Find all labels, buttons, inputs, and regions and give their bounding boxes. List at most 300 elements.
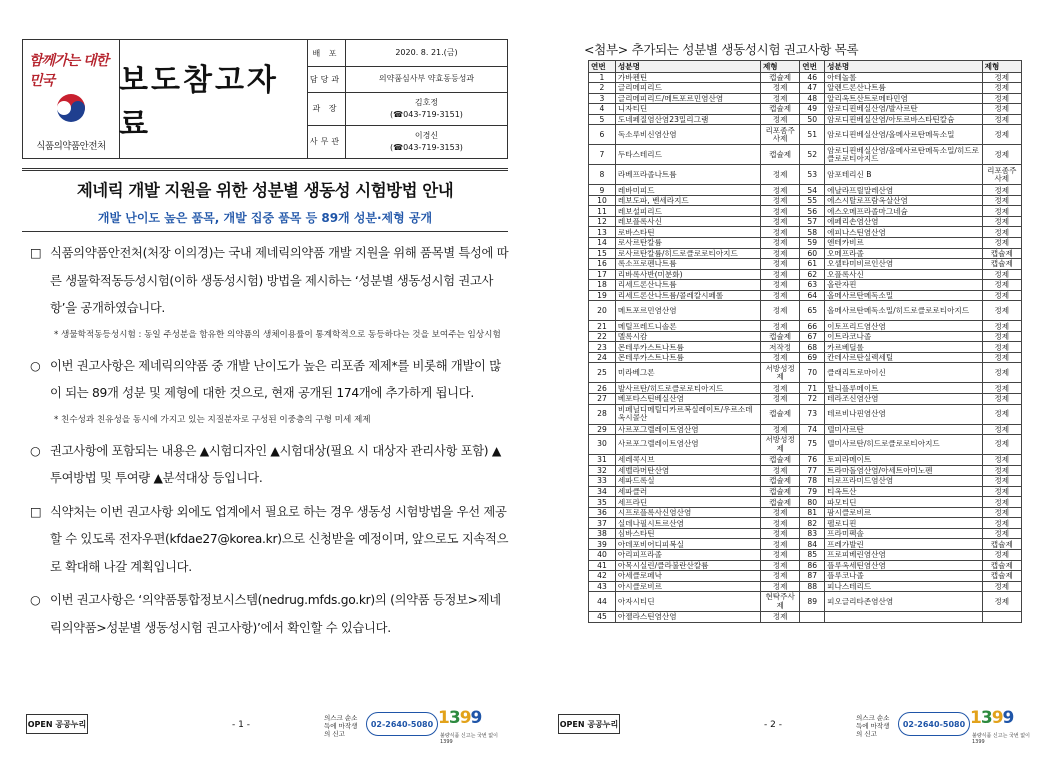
info-row-department: [307, 66, 507, 93]
row-ingredient: 메틸프레드니솔론: [615, 321, 760, 332]
row-form: 정제: [982, 404, 1021, 424]
table-row: [589, 145, 1022, 165]
paragraph: [30, 353, 510, 408]
row-no: 71: [800, 383, 825, 394]
table-row: [589, 165, 1022, 185]
info-value: 의약품심사부 약효동등성과: [378, 74, 475, 83]
row-form: 정제: [760, 280, 799, 291]
row-no: 82: [800, 518, 825, 529]
row-no: 4: [589, 104, 616, 115]
table-row: [589, 393, 1022, 404]
row-no: 22: [589, 331, 616, 342]
row-form: 정제: [760, 216, 799, 227]
row-form: 정제: [982, 363, 1021, 383]
row-form: 캡슐제: [760, 497, 799, 508]
row-no: 47: [800, 83, 825, 94]
header-form: 제형: [760, 61, 799, 73]
hotline-logo: 1399: [970, 708, 1014, 728]
row-form: 정제: [982, 227, 1021, 238]
footnote: * 생물학적동등성시험 : 동일 주성분을 함유한 의약품의 생체이용률이 통계학적으로 동등하다는 것을 보여주는 임상시험: [54, 329, 501, 340]
row-ingredient: 멜록시캄: [615, 331, 760, 342]
row-form: 정제: [760, 571, 799, 582]
row-form: 정제: [760, 383, 799, 394]
row-no: 34: [589, 486, 616, 497]
table-row: [589, 352, 1022, 363]
hotline-caption: 불량식품 신고는 국번 없이 1399: [972, 733, 1030, 745]
info-value: 이경신 (☎043-719-3153): [390, 130, 463, 152]
row-form: 저작정: [760, 342, 799, 353]
row-ingredient: 레보플록사신: [615, 216, 760, 227]
row-ingredient: 시프로플록사신염산염: [615, 507, 760, 518]
row-form: 정제: [760, 612, 799, 623]
row-no: 66: [800, 321, 825, 332]
ingredient-list-table: [588, 60, 1022, 623]
bullet-mark: □: [30, 246, 42, 260]
row-no: 8: [589, 165, 616, 185]
row-no: 50: [800, 114, 825, 125]
row-form: 정제: [982, 424, 1021, 435]
row-form: 정제: [982, 435, 1021, 455]
header-ingredient: 성분명: [825, 61, 982, 73]
row-no: 52: [800, 145, 825, 165]
row-form: 캡슐제: [982, 560, 1021, 571]
row-ingredient: 에피나스틴염산염: [825, 227, 982, 238]
row-no: 87: [800, 571, 825, 582]
table-row: [589, 280, 1022, 291]
row-form: 정제: [982, 185, 1021, 196]
row-ingredient: 가바펜틴: [615, 72, 760, 83]
row-no: 38: [589, 528, 616, 539]
row-no: 14: [589, 237, 616, 248]
table-row: [589, 321, 1022, 332]
paragraph-text: 권고사항에 포함되는 내용은 ▲시험디자인 ▲시험대상(필요 시 대상자 관리사항 포함) ▲투여방법 및 투여량 ▲분석대상 등입니다.: [50, 443, 502, 485]
row-ingredient: 이트라코나졸: [825, 331, 982, 342]
row-ingredient: 아리피프라졸: [615, 550, 760, 561]
info-row-distribution: [307, 40, 507, 67]
row-no: 55: [800, 195, 825, 206]
row-form: 정제: [760, 248, 799, 259]
row-no: 73: [800, 404, 825, 424]
row-no: 63: [800, 280, 825, 291]
row-no: 75: [800, 435, 825, 455]
row-no: 15: [589, 248, 616, 259]
paragraph: [30, 438, 510, 493]
row-no: 78: [800, 476, 825, 487]
row-form: 캡슐제: [982, 539, 1021, 550]
row-form: 정제: [760, 352, 799, 363]
row-ingredient: 암로디핀베실산염/올메사르탄메독소밀/히드로클로로티아지드: [825, 145, 982, 165]
row-ingredient: 피나스테리드: [825, 581, 982, 592]
row-ingredient: [825, 612, 982, 623]
row-no: 44: [589, 592, 616, 612]
row-form: 캡슐제: [760, 476, 799, 487]
row-ingredient: 로사르탄칼륨: [615, 237, 760, 248]
row-ingredient: 레보설피리드: [615, 206, 760, 217]
info-row-director: [307, 92, 507, 126]
row-no: 58: [800, 227, 825, 238]
row-no: 36: [589, 507, 616, 518]
row-form: 정제: [982, 550, 1021, 561]
bullet-mark: □: [30, 504, 42, 519]
row-ingredient: 에스시탈로프람옥살산염: [825, 195, 982, 206]
row-ingredient: 플루코나졸: [825, 571, 982, 582]
row-form: 서방성정제: [760, 435, 799, 455]
row-form: 정제: [760, 550, 799, 561]
info-label: 과 장: [307, 92, 346, 125]
row-form: 캡슐제: [760, 72, 799, 83]
row-no: 57: [800, 216, 825, 227]
row-no: 89: [800, 592, 825, 612]
paragraph: [30, 499, 510, 582]
logo-cell: [23, 40, 120, 158]
row-form: 정제: [760, 206, 799, 217]
row-ingredient: 오셀타미비르인산염: [825, 259, 982, 270]
table-row: [589, 571, 1022, 582]
table-row: [589, 125, 1022, 145]
row-ingredient: 아자시티딘: [615, 592, 760, 612]
row-no: 30: [589, 435, 616, 455]
row-form: 정제: [760, 539, 799, 550]
info-label: 배 포: [307, 40, 346, 66]
table-row: [589, 435, 1022, 455]
row-form: 정제: [760, 114, 799, 125]
paragraph-text: 식품의약품안전처(처장 이의경)는 국내 제네릭의약품 개발 지원을 위해 품목별 특성에 따른 생물학적동등성시험(이하 생동성시험) 방법을 제시하는 ‘성분별 생동성시험 권고사항’을 공개하였습니다.: [50, 246, 509, 315]
row-no: 40: [589, 550, 616, 561]
row-form: 정제: [760, 259, 799, 270]
title-cell: [119, 40, 308, 158]
row-form: 정제: [760, 518, 799, 529]
paragraph: [30, 587, 510, 642]
footnote: * 친수성과 친유성을 동시에 가지고 있는 지질분자로 구성된 이중층의 구형 미세 제제: [54, 414, 371, 425]
row-no: 25: [589, 363, 616, 383]
table-row: [589, 206, 1022, 217]
row-ingredient: 실데나필시트르산염: [615, 518, 760, 529]
row-no: 12: [589, 216, 616, 227]
row-form: 정제: [982, 206, 1021, 217]
row-ingredient: 플루옥세틴염산염: [825, 560, 982, 571]
government-emblem-icon: [53, 90, 89, 126]
row-form: 정제: [760, 301, 799, 321]
row-form: 정제: [982, 476, 1021, 487]
row-form: 정제: [760, 321, 799, 332]
row-ingredient: 레바미피드: [615, 185, 760, 196]
row-no: 88: [800, 581, 825, 592]
row-ingredient: 리바록사반(미분화): [615, 269, 760, 280]
row-ingredient: 록소프로펜나트륨: [615, 259, 760, 270]
row-no: 49: [800, 104, 825, 115]
row-ingredient: 클래리트로마이신: [825, 363, 982, 383]
row-ingredient: 로바스타틴: [615, 227, 760, 238]
row-form: 정제: [982, 497, 1021, 508]
row-ingredient: 알렌드론산나트륨: [825, 83, 982, 94]
table-row: [589, 486, 1022, 497]
row-no: 69: [800, 352, 825, 363]
row-form: 정제: [982, 72, 1021, 83]
row-ingredient: 티로프라미드염산염: [825, 476, 982, 487]
table-row: [589, 560, 1022, 571]
table-row: [589, 507, 1022, 518]
bullet-mark: ○: [30, 443, 41, 458]
row-ingredient: 사르포그렐레이트염산염: [615, 424, 760, 435]
row-form: 정제: [982, 290, 1021, 301]
row-form: 캡슐제: [982, 571, 1021, 582]
row-form: 정제: [760, 269, 799, 280]
phone-badge: 02-2640-5080: [898, 712, 970, 736]
table-row: [589, 72, 1022, 83]
row-form: 정제: [982, 93, 1021, 104]
row-ingredient: 파모티딘: [825, 497, 982, 508]
row-form: 캡슐제: [760, 104, 799, 115]
row-form: 정제: [760, 195, 799, 206]
row-ingredient: 칸데사르탄실렉세틸: [825, 352, 982, 363]
report-caption: 의스크 순소득에 마작생의 신고: [856, 714, 890, 738]
phone-badge: 02-2640-5080: [366, 712, 438, 736]
row-ingredient: 글리메피리드/메트포르민염산염: [615, 93, 760, 104]
row-form: 정제: [760, 227, 799, 238]
row-no: 33: [589, 476, 616, 487]
table-row: [589, 424, 1022, 435]
row-form: 정제: [982, 581, 1021, 592]
body-text: [30, 240, 510, 642]
row-no: 86: [800, 560, 825, 571]
row-no: 65: [800, 301, 825, 321]
row-no: 41: [589, 560, 616, 571]
hotline-caption: 불량식품 신고는 국번 없이 1399: [440, 733, 498, 745]
row-no: 21: [589, 321, 616, 332]
table-row: [589, 104, 1022, 115]
row-ingredient: 세프라딘: [615, 497, 760, 508]
row-form: 정제: [982, 383, 1021, 394]
press-header-box: [22, 39, 508, 159]
row-no: 5: [589, 114, 616, 125]
row-no: 17: [589, 269, 616, 280]
row-ingredient: 암로디핀베실산염/아토르바스타틴칼슘: [825, 114, 982, 125]
row-ingredient: 오메프라졸: [825, 248, 982, 259]
row-ingredient: 라베프라졸나트륨: [615, 165, 760, 185]
row-no: 9: [589, 185, 616, 196]
table-row: [589, 539, 1022, 550]
row-form: 정제: [760, 93, 799, 104]
row-form: 정제: [982, 507, 1021, 518]
row-form: 캡슐제: [760, 486, 799, 497]
row-ingredient: 세레콕시브: [615, 455, 760, 466]
table-row: [589, 342, 1022, 353]
page-footer: [554, 708, 1040, 745]
row-ingredient: 티옥트산: [825, 486, 982, 497]
row-form: 캡슐제: [760, 455, 799, 466]
info-label: 담당과: [307, 66, 346, 92]
row-form: 정제: [760, 528, 799, 539]
row-ingredient: 테라조신염산염: [825, 393, 982, 404]
row-ingredient: 텔미사르탄: [825, 424, 982, 435]
row-form: 캡슐제: [982, 259, 1021, 270]
row-no: 84: [800, 539, 825, 550]
row-form: 리포좀주사제: [760, 125, 799, 145]
row-form: 정제: [982, 486, 1021, 497]
open-license-badge: OPEN 공공누리: [26, 714, 88, 734]
row-ingredient: 에날라프릴말레산염: [825, 185, 982, 196]
row-no: 79: [800, 486, 825, 497]
page-footer: [22, 708, 508, 745]
row-ingredient: 세파드록실: [615, 476, 760, 487]
row-no: 28: [589, 404, 616, 424]
row-no: 51: [800, 125, 825, 145]
row-ingredient: 아세클로페낙: [615, 571, 760, 582]
row-form: 캡슐제: [982, 248, 1021, 259]
row-form: 정제: [982, 592, 1021, 612]
row-no: 76: [800, 455, 825, 466]
info-value: 2020. 8. 21.(금): [395, 48, 458, 57]
row-ingredient: 레보도파, 벤세라지드: [615, 195, 760, 206]
row-no: 81: [800, 507, 825, 518]
row-no: 53: [800, 165, 825, 185]
row-no: 13: [589, 227, 616, 238]
row-no: 27: [589, 393, 616, 404]
row-ingredient: 아시클로비르: [615, 581, 760, 592]
row-form: 정제: [982, 455, 1021, 466]
row-no: 20: [589, 301, 616, 321]
page-number: - 1 -: [232, 720, 250, 730]
open-license-badge: OPEN 공공누리: [558, 714, 620, 734]
table-row: [589, 518, 1022, 529]
page-number: - 2 -: [764, 720, 782, 730]
row-form: 정제: [760, 424, 799, 435]
row-no: 6: [589, 125, 616, 145]
row-no: 18: [589, 280, 616, 291]
row-ingredient: 아목시실린/클라불란산칼륨: [615, 560, 760, 571]
row-no: 2: [589, 83, 616, 94]
table-row: [589, 528, 1022, 539]
table-row: [589, 581, 1022, 592]
row-no: 7: [589, 145, 616, 165]
report-caption: 의스크 순소득에 마작생의 신고: [324, 714, 358, 738]
row-form: 정제: [982, 125, 1021, 145]
row-form: 정제: [982, 145, 1021, 165]
row-form: 정제: [982, 352, 1021, 363]
row-ingredient: 펠로디핀: [825, 518, 982, 529]
row-form: 정제: [982, 528, 1021, 539]
row-no: 26: [589, 383, 616, 394]
table-row: [589, 404, 1022, 424]
row-ingredient: 세파클러: [615, 486, 760, 497]
row-ingredient: 이토프리드염산염: [825, 321, 982, 332]
row-no: 23: [589, 342, 616, 353]
row-ingredient: 암로디핀베실산염/발사르탄: [825, 104, 982, 115]
row-no: 19: [589, 290, 616, 301]
table-row: [589, 465, 1022, 476]
row-ingredient: 알리옥트산트로메타민염: [825, 93, 982, 104]
row-form: 정제: [982, 216, 1021, 227]
row-ingredient: 올메사르탄메독소밀/히드로클로로티아지드: [825, 301, 982, 321]
row-no: 62: [800, 269, 825, 280]
table-row: [589, 592, 1022, 612]
row-form: 정제: [982, 331, 1021, 342]
row-ingredient: 엔테카비르: [825, 237, 982, 248]
row-form: 정제: [982, 195, 1021, 206]
row-no: 29: [589, 424, 616, 435]
table-row: [589, 227, 1022, 238]
row-ingredient: 암로디핀베실산염/올메사르탄메독소밀: [825, 125, 982, 145]
agency-name: 식품의약품안전처: [36, 141, 106, 152]
row-ingredient: 프레가발린: [825, 539, 982, 550]
row-form: 리포좀주사제: [982, 165, 1021, 185]
row-form: 정제: [760, 581, 799, 592]
row-ingredient: 토피라메이트: [825, 455, 982, 466]
table-row: [589, 497, 1022, 508]
row-form: 정제: [982, 83, 1021, 94]
row-no: 16: [589, 259, 616, 270]
row-form: 정제: [982, 393, 1021, 404]
row-ingredient: 아테놀롤: [825, 72, 982, 83]
row-no: 3: [589, 93, 616, 104]
row-form: 현탁주사제: [760, 592, 799, 612]
row-form: 정제: [760, 290, 799, 301]
row-form: 정제: [982, 301, 1021, 321]
row-ingredient: 프라미펙솔: [825, 528, 982, 539]
info-row-officer: [307, 125, 507, 158]
row-no: 77: [800, 465, 825, 476]
row-form: 정제: [982, 114, 1021, 125]
row-ingredient: 발사르탄/히드로클로로티아지드: [615, 383, 760, 394]
row-no: 60: [800, 248, 825, 259]
row-form: 정제: [982, 104, 1021, 115]
attachment-title: <첨부> 추가되는 성분별 생동성시험 권고사항 목록: [584, 42, 859, 57]
row-form: 정제: [982, 269, 1021, 280]
headline-box: [22, 168, 508, 232]
table-row: [589, 259, 1022, 270]
row-ingredient: 몬테루카스트나트륨: [615, 342, 760, 353]
table-row: [589, 331, 1022, 342]
table-row: [589, 114, 1022, 125]
info-value: 김호정 (☎043-719-3151): [390, 97, 463, 119]
row-ingredient: 피오글리타존염산염: [825, 592, 982, 612]
row-ingredient: 심바스타틴: [615, 528, 760, 539]
row-ingredient: 탈니플루메이트: [825, 383, 982, 394]
row-no: 61: [800, 259, 825, 270]
row-no: 42: [589, 571, 616, 582]
row-ingredient: 팜시클로비르: [825, 507, 982, 518]
table-row: [589, 301, 1022, 321]
row-ingredient: 세벨라머탄산염: [615, 465, 760, 476]
row-no: 67: [800, 331, 825, 342]
table-row: [589, 290, 1022, 301]
table-row: [589, 476, 1022, 487]
headline: 제네릭 개발 지원을 위한 성분별 생동성 시험방법 안내: [76, 181, 454, 200]
row-no: 83: [800, 528, 825, 539]
row-ingredient: 독소루비신염산염: [615, 125, 760, 145]
table-row: [589, 185, 1022, 196]
row-ingredient: 비페닐디메틸디카르복실레이트/우르소데옥시콜산: [615, 404, 760, 424]
row-form: 정제: [760, 83, 799, 94]
row-ingredient: 암포테리신 B: [825, 165, 982, 185]
row-form: 정제: [982, 280, 1021, 291]
row-ingredient: 몬테루카스트나트륨: [615, 352, 760, 363]
paragraph-text: 이번 권고사항은 제네릭의약품 중 개발 난이도가 높은 리포좀 제제*를 비롯해 개발이 많이 되는 89개 성분 및 제형에 대한 것으로, 현재 공개된 174개에 추가하게 됩니다.: [50, 358, 501, 400]
table-row: [589, 455, 1022, 466]
row-form: 정제: [760, 185, 799, 196]
row-no: 54: [800, 185, 825, 196]
row-no: 48: [800, 93, 825, 104]
row-no: 39: [589, 539, 616, 550]
table-header-row: [589, 61, 1022, 73]
hotline-logo: 1399: [438, 708, 482, 728]
row-no: 32: [589, 465, 616, 476]
bullet-mark: ○: [30, 358, 41, 373]
row-ingredient: 프로피베린염산염: [825, 550, 982, 561]
row-form: 정제: [982, 465, 1021, 476]
row-no: 56: [800, 206, 825, 217]
row-ingredient: 로사르탄칼륨/히드로클로로티아지드: [615, 248, 760, 259]
